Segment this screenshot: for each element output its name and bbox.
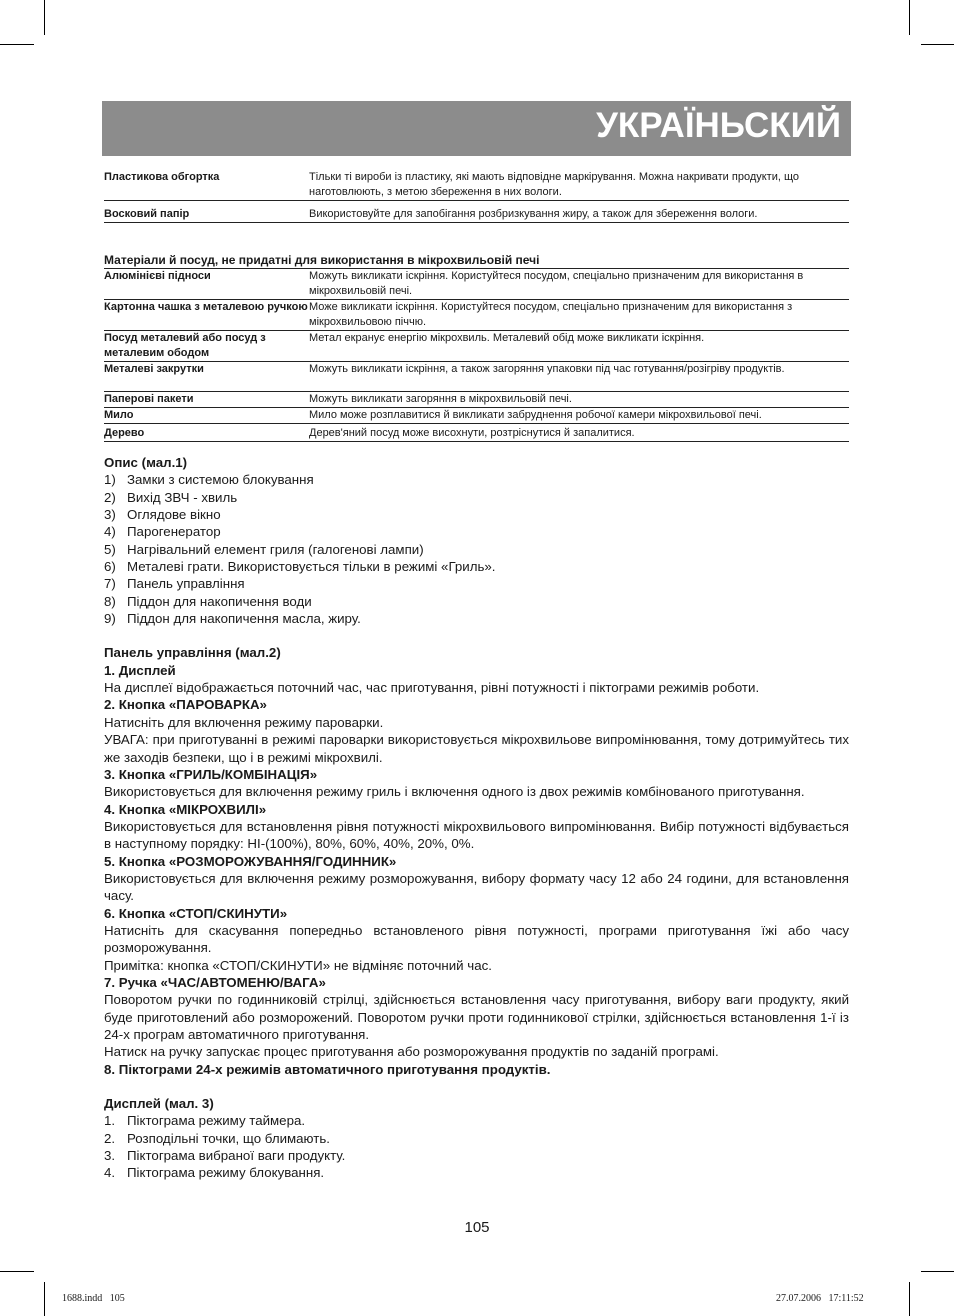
list-text: Піктограма режиму таймера. (127, 1113, 306, 1129)
table-row (104, 269, 849, 300)
list-number: 4) (104, 524, 116, 540)
print-slug-file: 1688.indd 105 (62, 1293, 125, 1304)
material-name: Картонна чашка з металевою ручкою (104, 300, 309, 331)
panel-paragraph: Натисніть для включення режиму пароварки. (104, 714, 384, 730)
table-row (104, 424, 849, 442)
material-name: Мило (104, 408, 309, 424)
page-number: 105 (464, 1219, 490, 1236)
list-item (104, 541, 849, 558)
list-number: 4. (104, 1165, 116, 1181)
list-number: 5) (104, 541, 116, 557)
list-item (104, 523, 849, 540)
list-number: 3) (104, 507, 116, 523)
list-number: 7) (104, 576, 116, 592)
body-text (104, 454, 849, 1182)
panel-paragraph: На дисплеї відображається поточний час, час приготування, рівні потужності і піктограми режимів роботи. (104, 680, 760, 696)
table-row (104, 201, 849, 223)
panel-paragraph: Використовується для включення режиму розморожування, вибору формату часу 12 або 24 години, для встановлення часу. (104, 870, 849, 904)
unsuitable-materials-table (104, 269, 849, 442)
material-name: Восковий папір (104, 201, 309, 223)
table-row (104, 392, 849, 408)
material-description: Тільки ті вироби із пластику, які мають відповідне маркірування. Можна накривати продукти, що наготовлюють, з метою збереження в них вологи. (309, 170, 849, 201)
list-text: Замки з системою блокування (127, 472, 314, 488)
list-number: 3. (104, 1148, 116, 1164)
panel-paragraph: УВАГА: при приготуванні в режимі пароварки використовується мікрохвильове випромінювання, тому дотримуйтесь тих же заходів безпеки, що і в режимі мікрохвилі. (104, 732, 849, 765)
panel-paragraph: Використовується для включення режиму гриль і включення одного із двох режимів комбінованого приготування. (104, 784, 805, 800)
list-item (104, 575, 849, 592)
panel-subheading: 2. Кнопка «ПАРОВАРКА» (104, 697, 267, 713)
panel-subheading: 6. Кнопка «СТОП/СКИНУТИ» (104, 905, 288, 921)
list-text: Металеві грати. Використовується тільки в режимі «Гриль». (127, 559, 496, 575)
panel-paragraph: Натисніть для скасування попередньо встановленого рівня потужності, програми приготування їжі або часу розморожування. (104, 922, 849, 956)
language-banner (102, 101, 851, 156)
material-description: Можуть викликати іскріння. Користуйтеся посудом, спеціально призначеним для використання в мікрохвильовій печі. (309, 269, 849, 300)
panel-paragraph: Поворотом ручки по годинниковій стрілці, здійснюється встановлення часу приготування, вибору ваги продукту, який буде приготовлений або розморожений. Поворотом ручки проти годинникової стрілки, здійснюється встановлення 1-ї із 24-х програм автоматичного приготування. (104, 992, 849, 1042)
material-description: Можуть викликати загоряння в мікрохвильовій печі. (309, 392, 849, 408)
list-item (104, 558, 849, 575)
crop-mark (0, 1271, 34, 1272)
description-heading: Опис (мал.1) (104, 455, 188, 470)
table-row (104, 362, 849, 392)
list-text: Піктограма вибраної ваги продукту. (127, 1148, 346, 1164)
table-row (104, 170, 849, 201)
material-description: Мило може розплавитися й викликати забруднення робочої камери мікрохвильової печі. (309, 408, 849, 424)
panel-paragraph: Використовується для встановлення рівня потужності мікрохвильового випромінювання. Вибір потужності відбувається в наступному порядку: HI-(100%), 80%, 60%, 40%, 20%, 0%. (104, 818, 849, 852)
display-heading: Дисплей (мал. 3) (104, 1096, 214, 1112)
panel-subheading: 8. Піктограми 24-х режимів автоматичного приготування продуктів. (104, 1061, 551, 1077)
panel-subheading: 3. Кнопка «ГРИЛЬ/КОМБІНАЦІЯ» (104, 766, 318, 782)
list-text: Оглядове вікно (127, 507, 221, 523)
suitable-materials-table (104, 170, 849, 223)
list-number: 2. (104, 1130, 116, 1146)
panel-subheading: 5. Кнопка «РОЗМОРОЖУВАННЯ/ГОДИННИК» (104, 853, 397, 869)
list-text: Піддон для накопичення масла, жиру. (127, 611, 361, 627)
list-item (104, 471, 849, 488)
print-slug-date: 27.07.2006 17:11:52 (776, 1293, 864, 1304)
list-item (104, 1112, 849, 1129)
language-title: УКРАЇНЬСКИЙ (596, 106, 841, 145)
list-item (104, 1147, 849, 1164)
crop-mark (921, 1271, 954, 1272)
material-name: Пластикова обгортка (104, 170, 309, 201)
list-number: 1. (104, 1113, 116, 1129)
panel-heading: Панель управління (мал.2) (104, 645, 281, 661)
list-number: 9) (104, 611, 116, 627)
list-text: Піктограма режиму блокування. (127, 1165, 325, 1181)
material-name: Паперові пакети (104, 392, 309, 408)
crop-mark (921, 44, 954, 45)
material-name: Алюмінієві підноси (104, 269, 309, 300)
unsuitable-materials-heading: Матеріали й посуд, не придатні для використання в мікрохвильовій печі (104, 253, 849, 269)
list-text: Нагрівальний елемент гриля (галогенові лампи) (127, 541, 424, 557)
list-text: Вихід ЗВЧ - хвиль (127, 489, 238, 505)
crop-mark (909, 0, 910, 35)
material-name: Металеві закрутки (104, 362, 309, 392)
material-name: Дерево (104, 424, 309, 442)
crop-mark (44, 0, 45, 35)
panel-subheading: 4. Кнопка «МІКРОХВИЛІ» (104, 801, 267, 817)
list-text: Парогенератор (127, 524, 221, 540)
crop-mark (0, 44, 34, 45)
list-text: Панель управління (127, 576, 245, 592)
crop-mark (44, 1282, 45, 1316)
list-item (104, 1164, 849, 1181)
material-description: Дерев'яний посуд може висохнути, розтріснутися й запалитися. (309, 424, 849, 442)
list-text: Розподільні точки, що блимають. (127, 1130, 330, 1146)
table-row (104, 408, 849, 424)
list-number: 2) (104, 489, 116, 505)
material-description: Використовуйте для запобігання розбризкування жиру, а також для збереження вологи. (309, 201, 849, 223)
list-number: 6) (104, 559, 116, 575)
material-description: Можуть викликати іскріння, а також загоряння упаковки під час готування/розігріву продуктів. (309, 362, 849, 392)
table-row (104, 331, 849, 362)
list-number: 1) (104, 472, 116, 488)
list-item (104, 593, 849, 610)
material-description: Може викликати іскріння. Користуйтеся посудом, спеціально призначеним для використання з мікрохвильовою піччю. (309, 300, 849, 331)
table-row (104, 300, 849, 331)
list-item (104, 506, 849, 523)
list-item (104, 1130, 849, 1147)
panel-subheading: 7. Ручка «ЧАС/АВТОМЕНЮ/ВАГА» (104, 974, 326, 990)
list-text: Піддон для накопичення води (127, 593, 312, 609)
panel-paragraph: Примітка: кнопка «СТОП/СКИНУТИ» не відміняє поточний час. (104, 957, 492, 973)
crop-mark (909, 1282, 910, 1316)
list-item (104, 610, 849, 627)
material-name: Посуд металевий або посуд з металевим ободом (104, 331, 309, 362)
list-item (104, 489, 849, 506)
list-number: 8) (104, 593, 116, 609)
panel-paragraph: Натиск на ручку запускає процес приготування або розморожування продуктів по заданій програмі. (104, 1044, 719, 1060)
panel-subheading: 1. Дисплей (104, 662, 176, 678)
material-description: Метал екранує енергію мікрохвиль. Металевий обід може викликати іскріння. (309, 331, 849, 362)
